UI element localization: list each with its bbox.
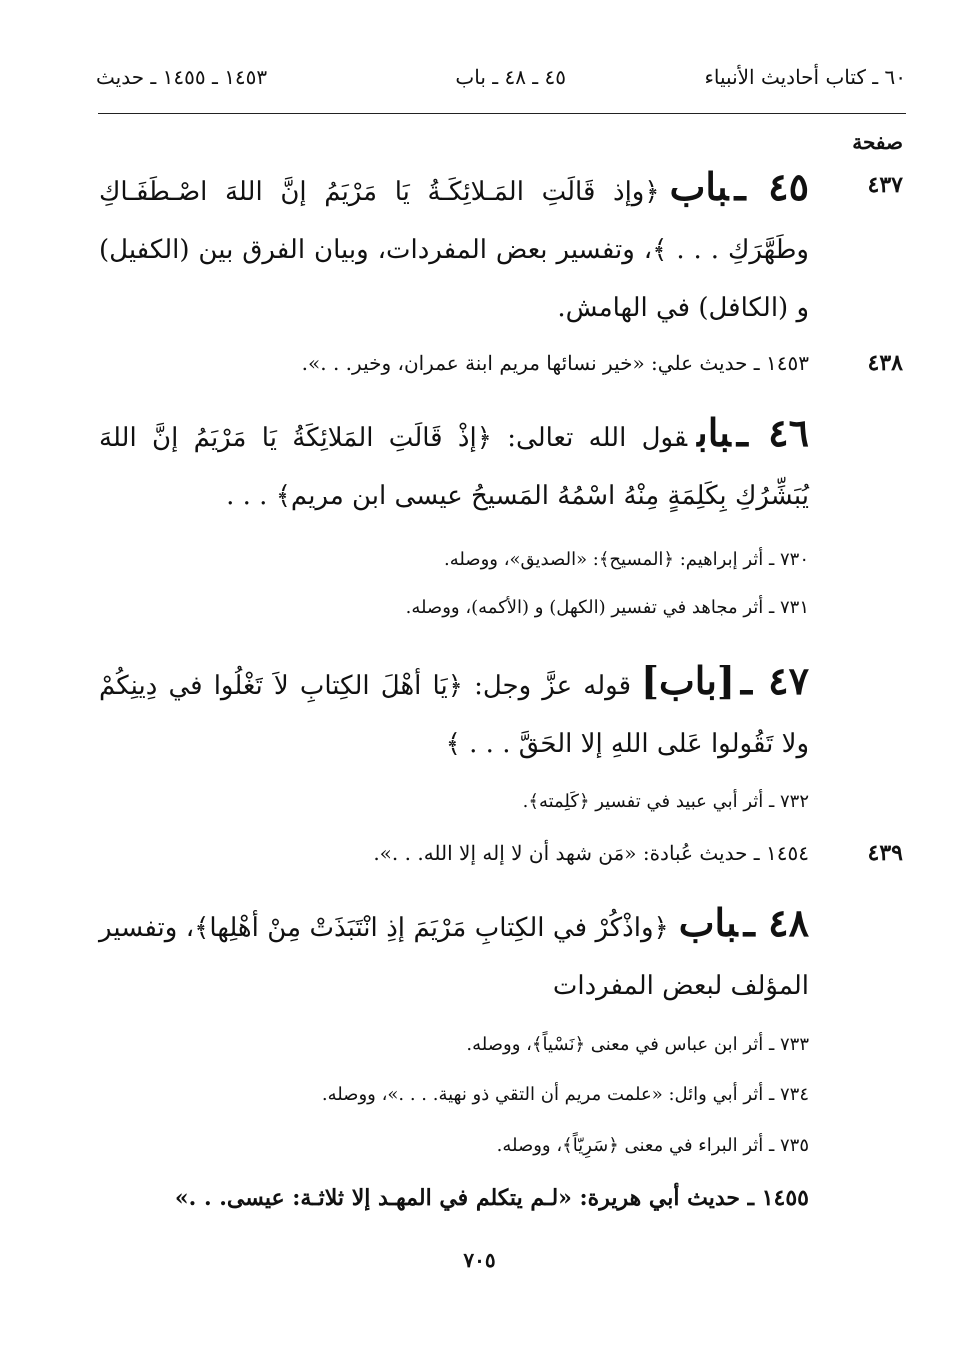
chapter-text: ﴿وإذ قَالَتِ المَـلائِكَـةُ يَا مَرْيَمُ إنَّ اللهَ اصْـطَفَـاكِ وطَهَّرَكِ . . . ﴾، وتفسير بعض المفردات، وبيان الفرق بين (الكفيل) و (الكافل) في الهامش. <box>99 177 809 323</box>
hadith-1454: ١٤٥٤ ـ حديث عُبادة: «مَن شهد أن لا إله إلا الله. . .». <box>373 841 809 865</box>
header-chapter-range: ٤٥ ـ ٤٨ ـ باب <box>455 65 566 89</box>
header-hadith-range: ١٤٥٣ ـ ١٤٥٥ ـ حديث <box>96 65 268 89</box>
page-ref-437: ٤٣٧ <box>867 172 903 198</box>
page-ref-438: ٤٣٨ <box>867 350 903 376</box>
page-column-label: صفحة <box>852 130 903 154</box>
chapter-text: قول الله تعالى: ﴿إذْ قَالَتِ المَلائِكَةُ يَا مَرْيَمُ إنَّ اللهَ يُبَشِّرُكِ بِكَلِمَةٍ مِنْهُ اسْمُهُ المَسيحُ عيسى ابن مريم﴾ . . . <box>99 423 809 511</box>
athar-731: ٧٣١ ـ أثر مجاهد في تفسير (الكهل) و (الأكمه)، ووصله. <box>405 597 809 618</box>
page-number: ٧٠٥ <box>463 1248 496 1272</box>
chapter-46 <box>99 404 809 525</box>
chapter-number: ٤٦ ـ <box>736 410 809 455</box>
chapter-text: ﴿واذْكُرْ في الكِتابِ مَرْيَمَ إذِ انْتَبَذَتْ مِنْ أهْلِها﴾، وتفسير المؤلف لبعض المفردات <box>99 913 809 1001</box>
chapter-word: باب <box>697 410 731 455</box>
chapter-number: ٤٥ ـ <box>734 164 809 209</box>
chapter-47 <box>99 652 809 773</box>
hadith-1455: ١٤٥٥ ـ حديث أبي هريرة: «لـم يتكلم في المهـد إلا ثلاثـة: عيسى. . .» <box>174 1185 809 1211</box>
chapter-number: ٤٧ ـ <box>740 658 809 703</box>
chapter-text: قوله عزَّ وجل: ﴿يَا أهْلَ الكِتابِ لاَ تَغْلُوا في دِينِكُمْ ولا تَقُولوا عَلى اللهِ إلا الحَقَّ . . . ﴾ <box>99 671 809 759</box>
chapter-45 <box>99 158 809 337</box>
chapter-word: باب <box>678 900 738 945</box>
hadith-1453: ١٤٥٣ ـ حديث علي: «خير نسائها مريم ابنة عمران، وخير. . .». <box>301 351 809 375</box>
athar-730: ٧٣٠ ـ أثر إبراهيم: ﴿المسيح﴾: «الصديق»، ووصله. <box>443 549 809 570</box>
page-ref-439: ٤٣٩ <box>867 840 903 866</box>
chapter-number: ٤٨ ـ <box>743 900 809 945</box>
athar-735: ٧٣٥ ـ أثر البراء في معنى ﴿سَرِيّاً﴾، ووصله. <box>496 1135 809 1156</box>
chapter-word: باب <box>669 164 729 209</box>
athar-734: ٧٣٤ ـ أثر أبي وائل: «علمت مريم أن التقي ذو نهية. . . .»، ووصله. <box>321 1084 809 1105</box>
header-rule <box>98 113 906 114</box>
athar-732: ٧٣٢ ـ أثر أبي عبيد في تفسير ﴿كَلِمته﴾. <box>522 791 809 812</box>
chapter-word: [باب] <box>641 658 735 703</box>
header-book-title: ٦٠ ـ كتاب أحاديث الأنبياء <box>704 65 906 89</box>
athar-733: ٧٣٣ ـ أثر ابن عباس في معنى ﴿نَسْياً﴾، ووصله. <box>466 1034 809 1055</box>
chapter-48 <box>99 894 809 1015</box>
running-header <box>96 60 906 94</box>
